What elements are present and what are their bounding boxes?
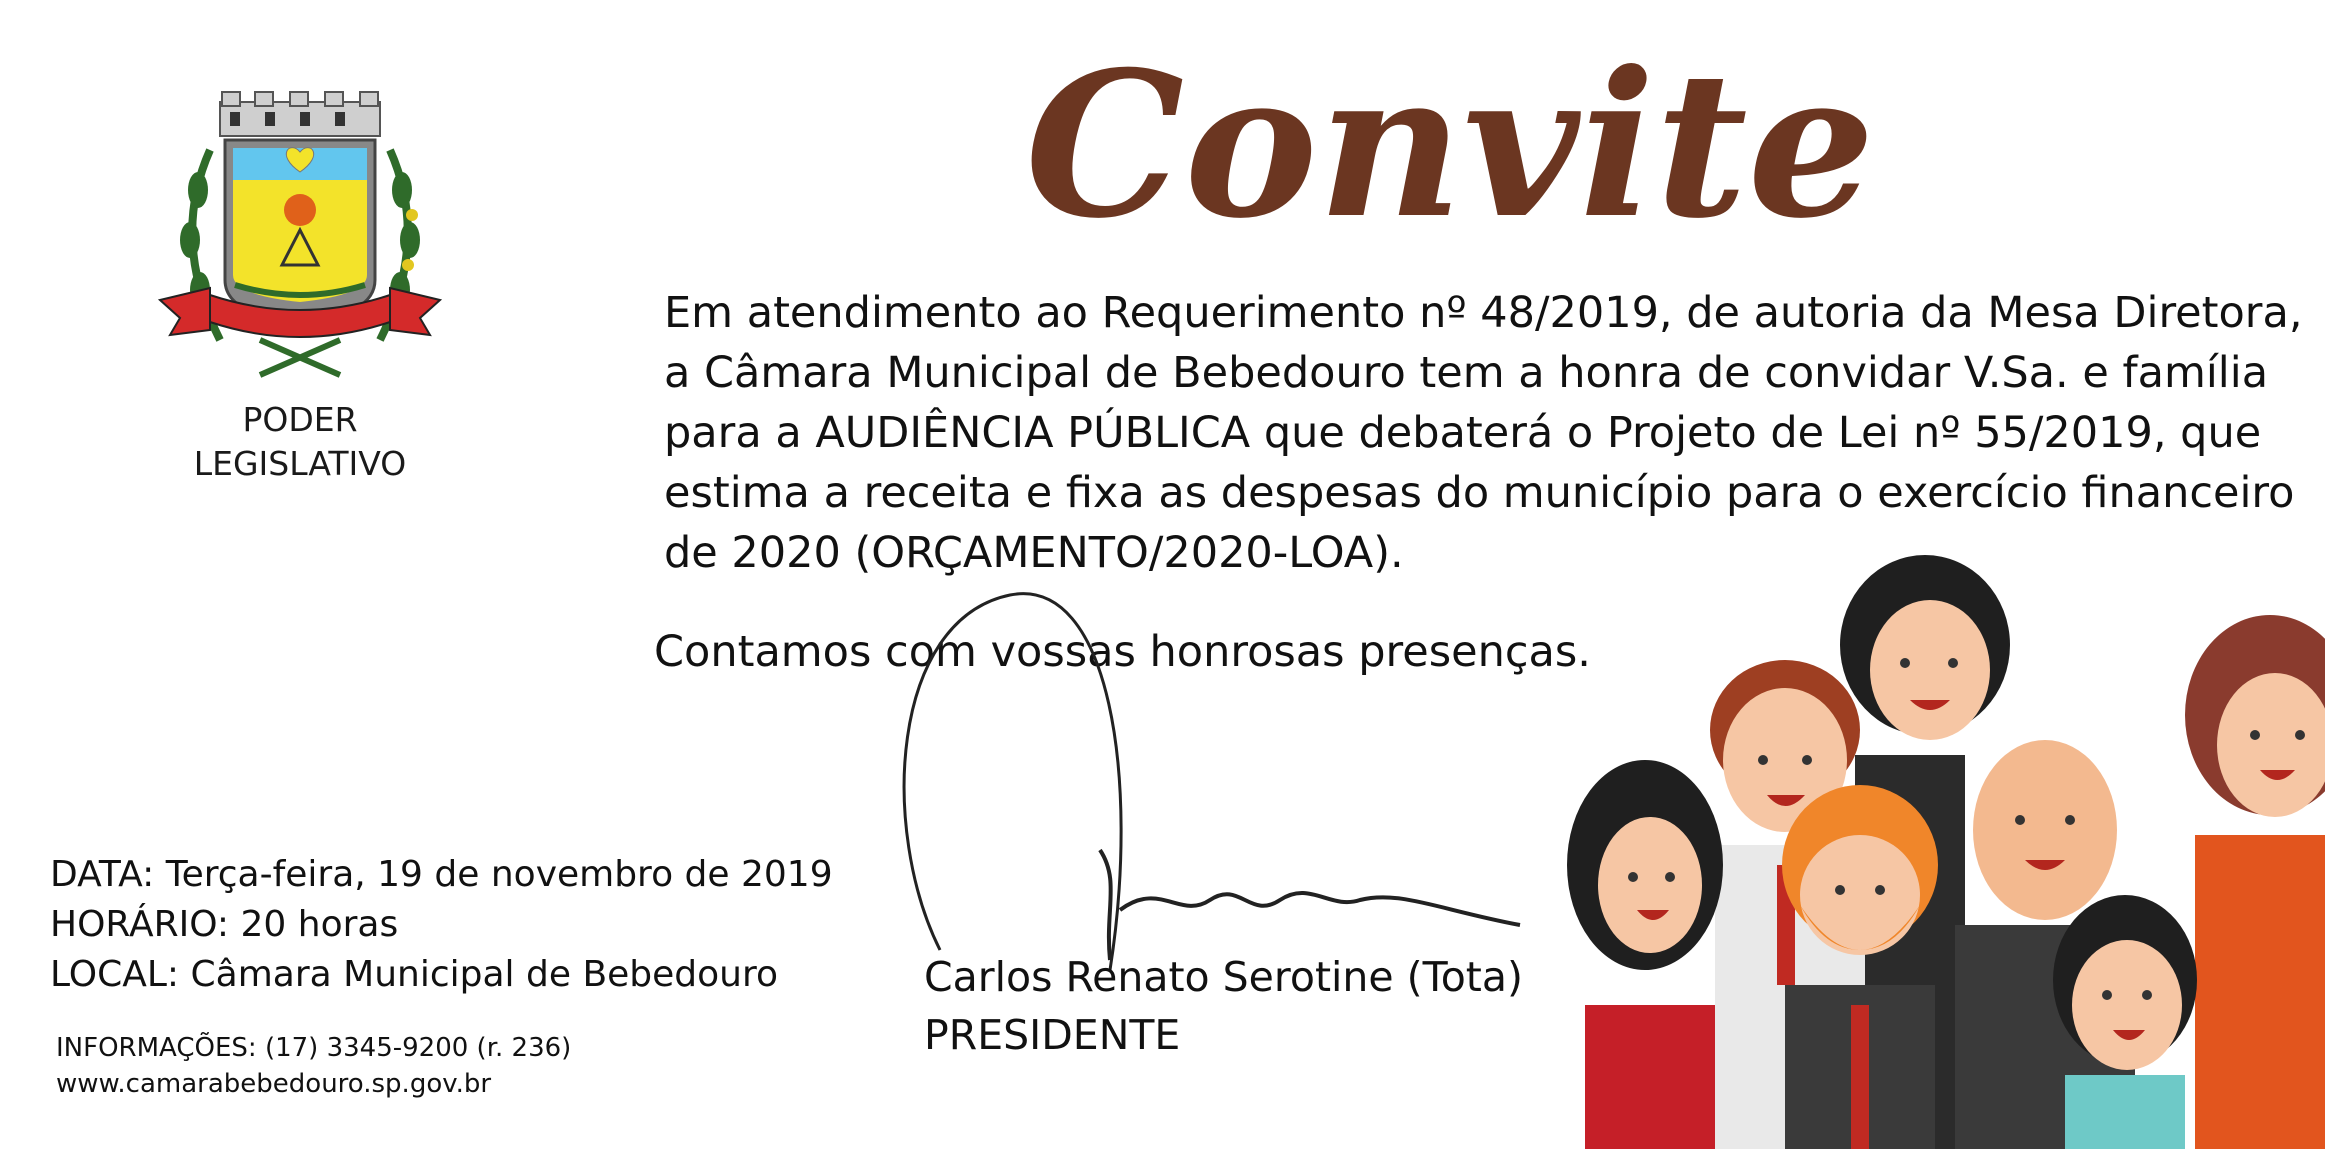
organization-name xyxy=(150,398,450,486)
body-line: para a AUDIÊNCIA PÚBLICA que debaterá o Projeto de Lei nº 55/2019, que xyxy=(664,408,2262,458)
signature xyxy=(880,580,1520,980)
contact-website: www.camarabebedouro.sp.gov.br xyxy=(56,1069,492,1099)
body-line: a Câmara Municipal de Bebedouro tem a honra de convidar V.Sa. e família xyxy=(664,348,2269,398)
organization-line-1: PODER xyxy=(242,400,358,439)
organization-line-2: LEGISLATIVO xyxy=(193,444,407,483)
signer-block xyxy=(924,948,1523,1064)
closing-line: Contamos com vossas honrosas presenças. xyxy=(654,627,1591,677)
signer-role: PRESIDENTE xyxy=(924,1011,1181,1059)
contact-phone: INFORMAÇÕES: (17) 3345-9200 (r. 236) xyxy=(56,1033,572,1063)
person-woman-front xyxy=(2053,895,2197,1149)
event-time: HORÁRIO: 20 horas xyxy=(50,904,399,945)
event-location: LOCAL: Câmara Municipal de Bebedouro xyxy=(50,954,779,995)
person-woman-left xyxy=(1567,760,1723,1149)
page-title xyxy=(1025,0,1875,280)
body-line: de 2020 (ORÇAMENTO/2020-LOA). xyxy=(664,528,1404,578)
person-woman-right xyxy=(2185,615,2325,1149)
people-illustration xyxy=(1555,555,2325,1149)
contact-info xyxy=(56,1030,571,1102)
title-text: Convite xyxy=(1025,28,1875,263)
event-date: DATA: Terça-feira, 19 de novembro de 2019 xyxy=(50,854,833,895)
signer-name: Carlos Renato Serotine (Tota) xyxy=(924,953,1524,1001)
coat-of-arms xyxy=(150,90,450,390)
event-details xyxy=(50,850,833,1000)
body-line: estima a receita e fixa as despesas do município para o exercício financeiro xyxy=(664,468,2295,518)
invitation-body xyxy=(664,283,2303,583)
body-line: Em atendimento ao Requerimento nº 48/2019, de autoria da Mesa Diretora, xyxy=(664,288,2303,338)
